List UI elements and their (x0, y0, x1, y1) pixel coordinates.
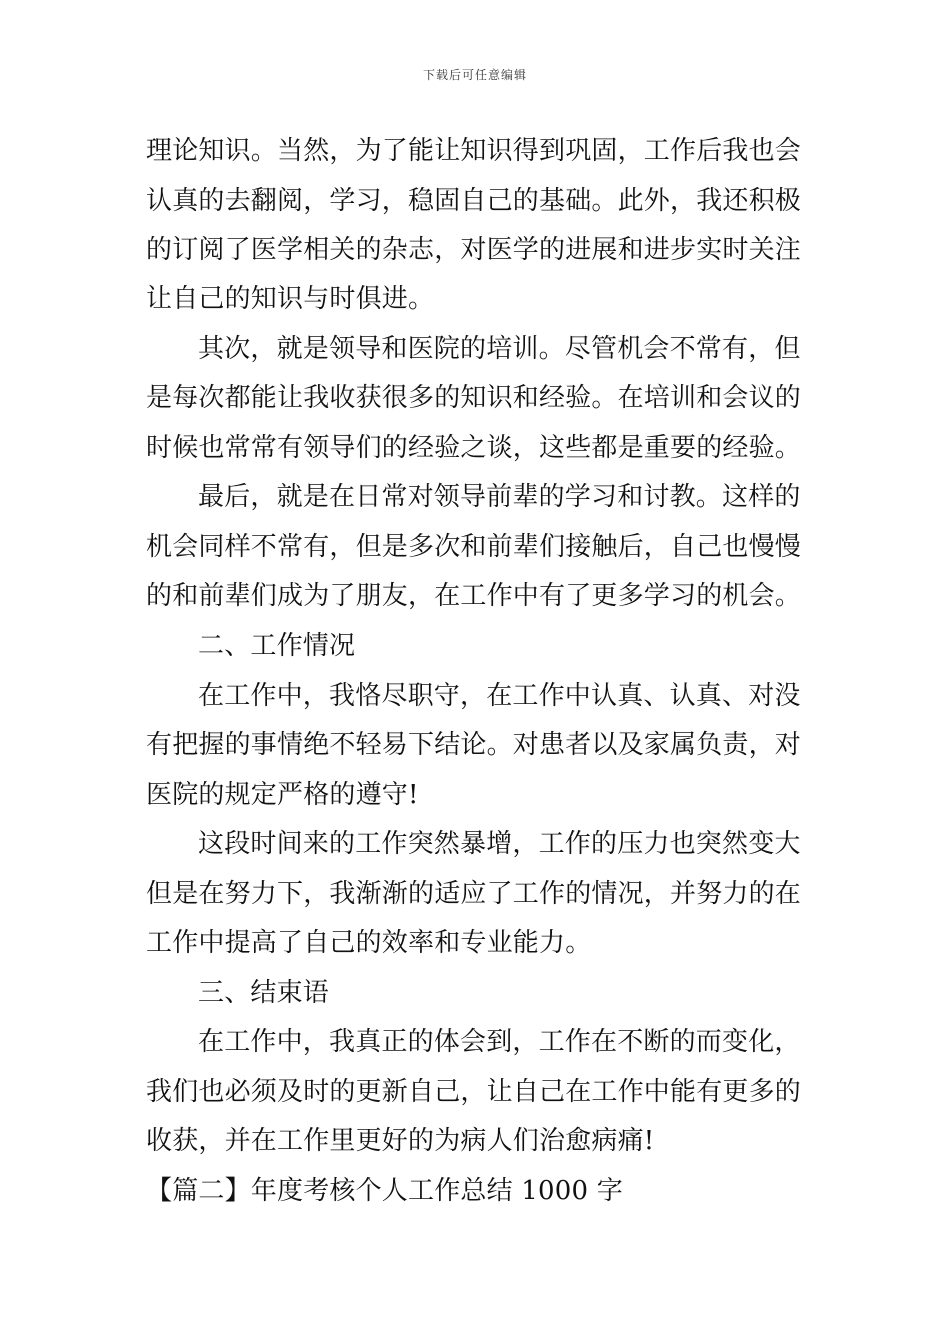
paragraph-line: 的和前辈们成为了朋友，在工作中有了更多学习的机会。 (146, 581, 802, 611)
section-title: 【篇二】年度考核个人工作总结 1000 字 (146, 1176, 623, 1206)
section-heading: 二、工作情况 (198, 631, 356, 661)
paragraph-line: 其次，就是领导和医院的培训。尽管机会不常有，但 (198, 334, 801, 364)
paragraph-line: 让自己的知识与时俱进。 (146, 284, 435, 314)
section-heading: 三、结束语 (198, 978, 330, 1008)
paragraph-line: 工作中提高了自己的效率和专业能力。 (146, 928, 592, 958)
paragraph-line: 在工作中，我恪尽职守，在工作中认真、认真、对没 (198, 681, 801, 711)
paragraph-line: 机会同样不常有，但是多次和前辈们接触后，自己也慢慢 (146, 532, 802, 562)
paragraph-line: 的订阅了医学相关的杂志，对医学的进展和进步实时关注 (146, 235, 802, 265)
paragraph-line: 医院的规定严格的遵守! (146, 780, 419, 810)
paragraph-line: 是每次都能让我收获很多的知识和经验。在培训和会议的 (146, 383, 802, 413)
header-note: 下载后可任意编辑 (422, 68, 527, 82)
paragraph-line: 我们也必须及时的更新自己，让自己在工作中能有更多的 (146, 1077, 802, 1107)
paragraph-line: 最后，就是在日常对领导前辈的学习和讨教。这样的 (198, 482, 801, 512)
paragraph-line: 认真的去翻阅，学习，稳固自己的基础。此外，我还积极 (146, 186, 802, 216)
paragraph-line: 在工作中，我真正的体会到，工作在不断的而变化， (198, 1027, 801, 1057)
paragraph-line: 时候也常常有领导们的经验之谈，这些都是重要的经验。 (146, 433, 802, 463)
paragraph-line: 这段时间来的工作突然暴增，工作的压力也突然变大 (198, 829, 801, 859)
paragraph-line: 但是在努力下，我渐渐的适应了工作的情况，并努力的在 (146, 879, 802, 909)
paragraph-line: 理论知识。当然，为了能让知识得到巩固，工作后我也会 (146, 136, 802, 166)
paragraph-line: 收获，并在工作里更好的为病人们治愈病痛! (146, 1126, 655, 1156)
paragraph-line: 有把握的事情绝不轻易下结论。对患者以及家属负责，对 (146, 730, 802, 760)
